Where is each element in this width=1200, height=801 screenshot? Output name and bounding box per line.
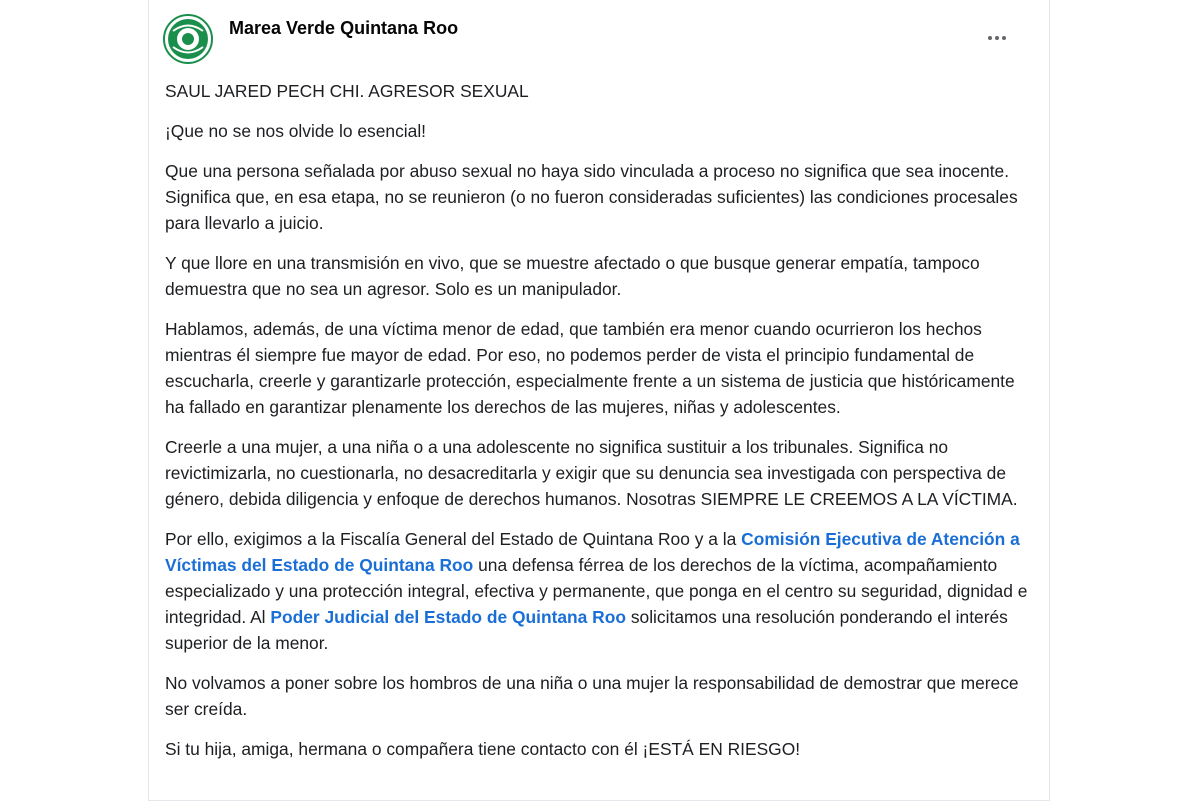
- facebook-post: [148, 0, 1050, 801]
- paragraph-closing-2: Si tu hija, amiga, hermana o compañera tiene contacto con él ¡ESTÁ EN RIESGO!: [165, 739, 801, 759]
- page-avatar[interactable]: [163, 14, 213, 64]
- paragraph-5: Creerle a una mujer, a una niña o a una adolescente no significa sustituir a los tribunales. Significa no revictimizarla, no cuestionarla, no desacreditarla y exigir que su denuncia sea investigada con perspectiva de género, debida diligencia y enfoque de derechos humanos. Nosotras SIEMPRE LE CREEMOS A LA VÍCTIMA.: [165, 437, 1018, 509]
- paragraph-2: Que una persona señalada por abuso sexual no haya sido vinculada a proceso no significa que sea inocente. Significa que, en esa etapa, no se reunieron (o no fueron consideradas suficientes) las condiciones procesales para llevarlo a juicio.: [165, 161, 1018, 233]
- more-options-button[interactable]: [979, 24, 1015, 52]
- poder-judicial-link[interactable]: Poder Judicial del Estado de Quintana Roo: [270, 607, 626, 627]
- post-body: [165, 78, 1035, 776]
- demand-text-3: solicitamos una resolución ponderando el interés superior de la menor.: [165, 607, 1008, 653]
- paragraph-4: Hablamos, además, de una víctima menor de edad, que también era menor cuando ocurrieron los hechos mientras él siempre fue mayor de edad. Por eso, no podemos perder de vista el principio fundamental de escucharla, creerle y garantizarle protección, especialmente frente a un sistema de justicia que históricamente ha fallado en garantizar plenamente los derechos de las mujeres, niñas y adolescentes.: [165, 319, 1015, 417]
- marea-verde-logo-icon: [165, 16, 211, 62]
- demand-text-2: una defensa férrea de los derechos de la víctima, acompañamiento especializado y una protección integral, efectiva y permanente, que ponga en el centro su seguridad, dignidad e integridad. Al: [165, 555, 1028, 627]
- demand-text-1: Por ello, exigimos a la Fiscalía General del Estado de Quintana Roo y a la: [165, 529, 742, 549]
- paragraph-1: ¡Que no se nos olvide lo esencial!: [165, 121, 427, 141]
- post-title: SAUL JARED PECH CHI. AGRESOR SEXUAL: [165, 81, 529, 101]
- paragraph-closing-1: No volvamos a poner sobre los hombros de una niña o una mujer la responsabilidad de demostrar que merece ser creída.: [165, 673, 1019, 719]
- post-header: [163, 10, 1035, 70]
- ellipsis-icon-dot: [995, 36, 999, 40]
- paragraph-demand: [165, 526, 1035, 656]
- page-name-link[interactable]: Marea Verde Quintana Roo: [229, 18, 459, 38]
- paragraph-3: Y que llore en una transmisión en vivo, que se muestre afectado o que busque generar empatía, tampoco demuestra que no sea un agresor. Solo es un manipulador.: [165, 253, 980, 299]
- ellipsis-icon: [988, 36, 992, 40]
- comision-ejecutiva-link[interactable]: Comisión Ejecutiva de Atención a Víctimas del Estado de Quintana Roo: [165, 529, 1020, 575]
- ellipsis-icon-dot: [1002, 36, 1006, 40]
